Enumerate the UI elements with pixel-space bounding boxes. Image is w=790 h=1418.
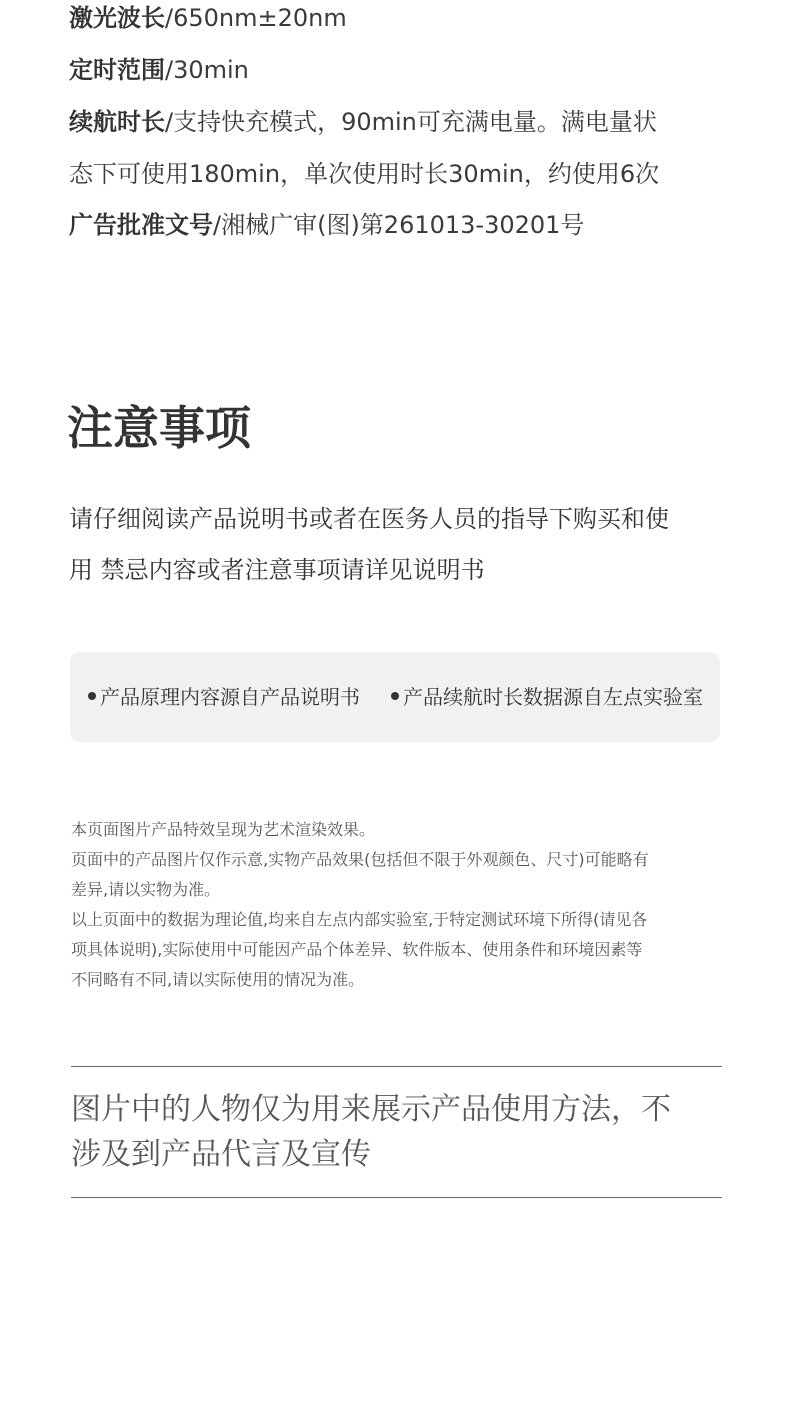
spec-ad-approval-number [69,208,584,242]
disclaimer-line: 本页面图片产品特效呈现为艺术渲染效果。 [71,820,376,839]
notice-title: 注意事项 [67,401,251,455]
bullet-icon [391,692,399,700]
source-item-text: 产品原理内容源自产品说明书 [100,685,360,709]
bottom-divider [71,1197,722,1198]
top-divider [71,1066,722,1067]
spec-timer-range [69,53,249,87]
spec-battery-life [69,105,657,139]
disclaimer-line: 以上页面中的数据为理论值,均来自左点内部实验室,于特定测试环境下所得(请见各 [71,910,648,929]
spec-value: 态下可使用180min，单次使用时长30min，约使用6次 [69,160,660,188]
bullet-icon [88,692,96,700]
spec-label: 广告批准文号 [69,211,213,239]
notice-text-line: 用 禁忌内容或者注意事项请详见说明书 [69,556,485,584]
spec-value: /湘械广审(图)第261013-30201号 [213,211,585,239]
spec-battery-life-continued [69,157,659,191]
spec-value: /650nm±20nm [165,4,347,32]
spec-laser-wavelength [69,1,347,35]
spec-label: 定时范围 [69,56,165,84]
data-source-box [70,652,720,742]
source-item [391,682,703,712]
disclaimer-line: 不同略有不同,请以实际使用的情况为准。 [71,970,365,989]
disclaimer-line: 页面中的产品图片仅作示意,实物产品效果(包括但不限于外观颜色、尺寸)可能略有 [71,850,649,869]
closing-statement-line: 图片中的人物仅为用来展示产品使用方法，不 [71,1092,671,1127]
disclaimer-line: 项具体说明),实际使用中可能因产品个体差异、软件版本、使用条件和环境因素等 [71,940,643,959]
notice-text-line: 请仔细阅读产品说明书或者在医务人员的指导下购买和使 [69,505,669,533]
disclaimer-line: 差异,请以实物为准。 [71,880,221,899]
spec-label: 激光波长 [69,4,165,32]
closing-statement-line: 涉及到产品代言及宣传 [71,1137,371,1172]
spec-label: 续航时长 [69,108,165,136]
source-item [88,682,360,712]
spec-value: /支持快充模式，90min可充满电量。满电量状 [165,108,657,136]
source-item-text: 产品续航时长数据源自左点实验室 [403,685,703,709]
spec-value: /30min [165,56,249,84]
